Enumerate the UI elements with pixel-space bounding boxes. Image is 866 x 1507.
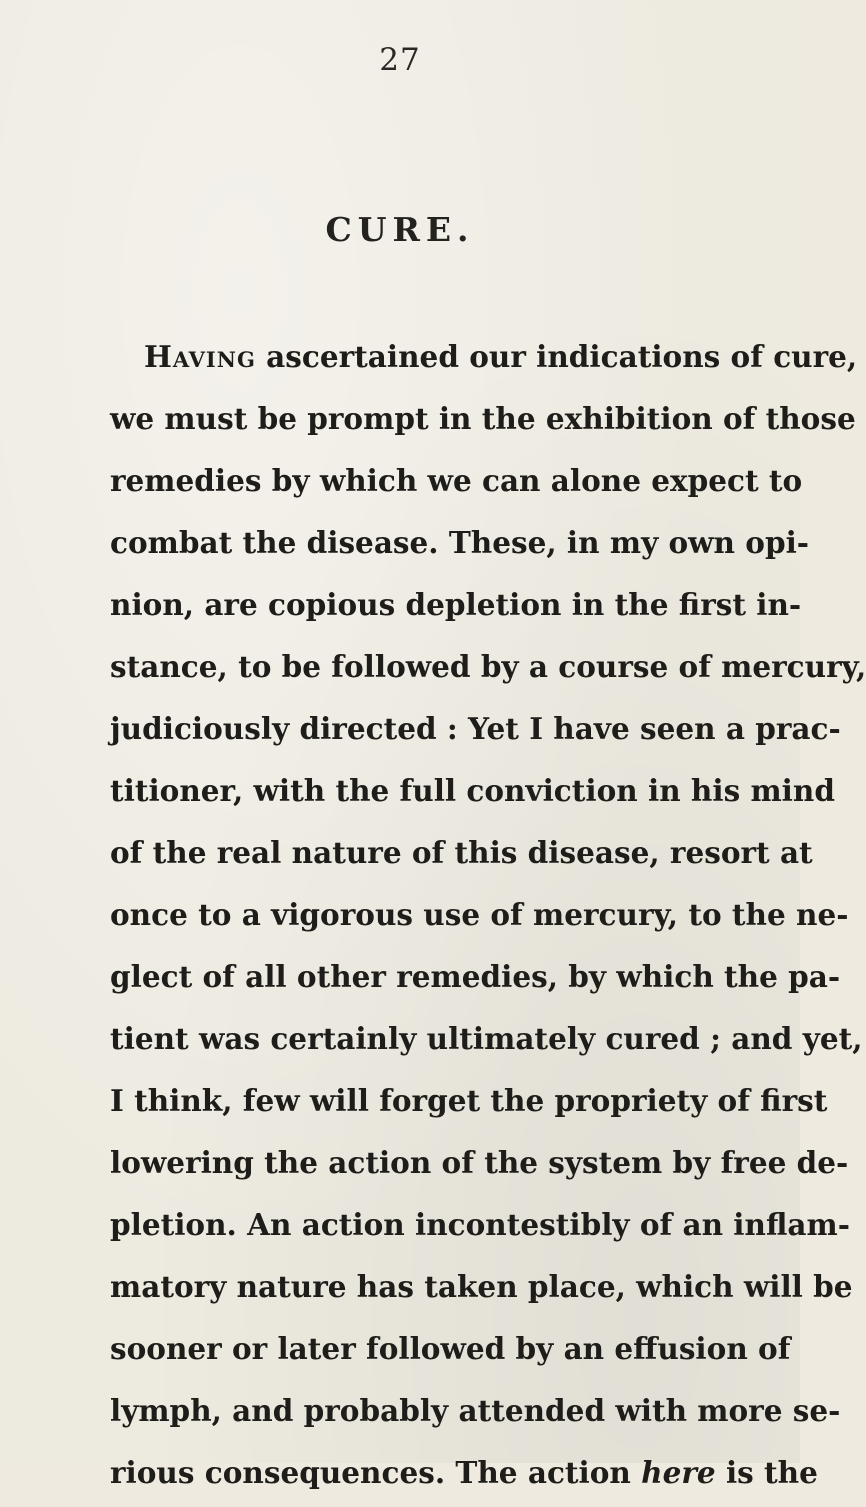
text-line: matory nature has taken place, which will be	[110, 1269, 853, 1304]
text-line: of the real nature of this disease, resort at	[110, 835, 813, 870]
text-line: glect of all other remedies, by which the pa-	[110, 959, 841, 994]
text-line: tient was certainly ultimately cured ; and yet,	[110, 1021, 863, 1056]
body-paragraph	[110, 329, 866, 1507]
text-line: pletion. An action incontestibly of an inflam-	[110, 1207, 850, 1242]
text-line: once to a vigorous use of mercury, to the ne-	[110, 897, 849, 932]
text-line: sooner or later followed by an effusion of	[110, 1331, 791, 1366]
text-line: stance, to be followed by a course of mercury,	[110, 649, 866, 684]
text-line: lymph, and probably attended with more se-	[110, 1393, 841, 1428]
text-line	[110, 329, 858, 391]
text-line: combat the disease. These, in my own opi-	[110, 525, 810, 560]
text-line: remedies by which we can alone expect to	[110, 463, 803, 498]
opening-word: Having	[144, 339, 256, 374]
text-line: judiciously directed : Yet I have seen a prac-	[110, 711, 841, 746]
text-line: lowering the action of the system by free de-	[110, 1145, 849, 1180]
text-line: we must be prompt in the exhibition of those	[110, 401, 856, 436]
last-line-start: rious consequences. The action	[110, 1455, 642, 1490]
text-line-rest: ascertained our indications of cure,	[255, 339, 858, 374]
last-line-end: is the	[715, 1455, 818, 1490]
text-line: titioner, with the full conviction in his mind	[110, 773, 835, 808]
section-heading: CURE.	[325, 210, 475, 249]
page-number: 27	[379, 42, 421, 78]
text-line: nion, are copious depletion in the first in-	[110, 587, 802, 622]
italic-word: here	[641, 1455, 716, 1490]
text-line: I think, few will forget the propriety of first	[110, 1083, 828, 1118]
text-line-last	[110, 1445, 818, 1507]
